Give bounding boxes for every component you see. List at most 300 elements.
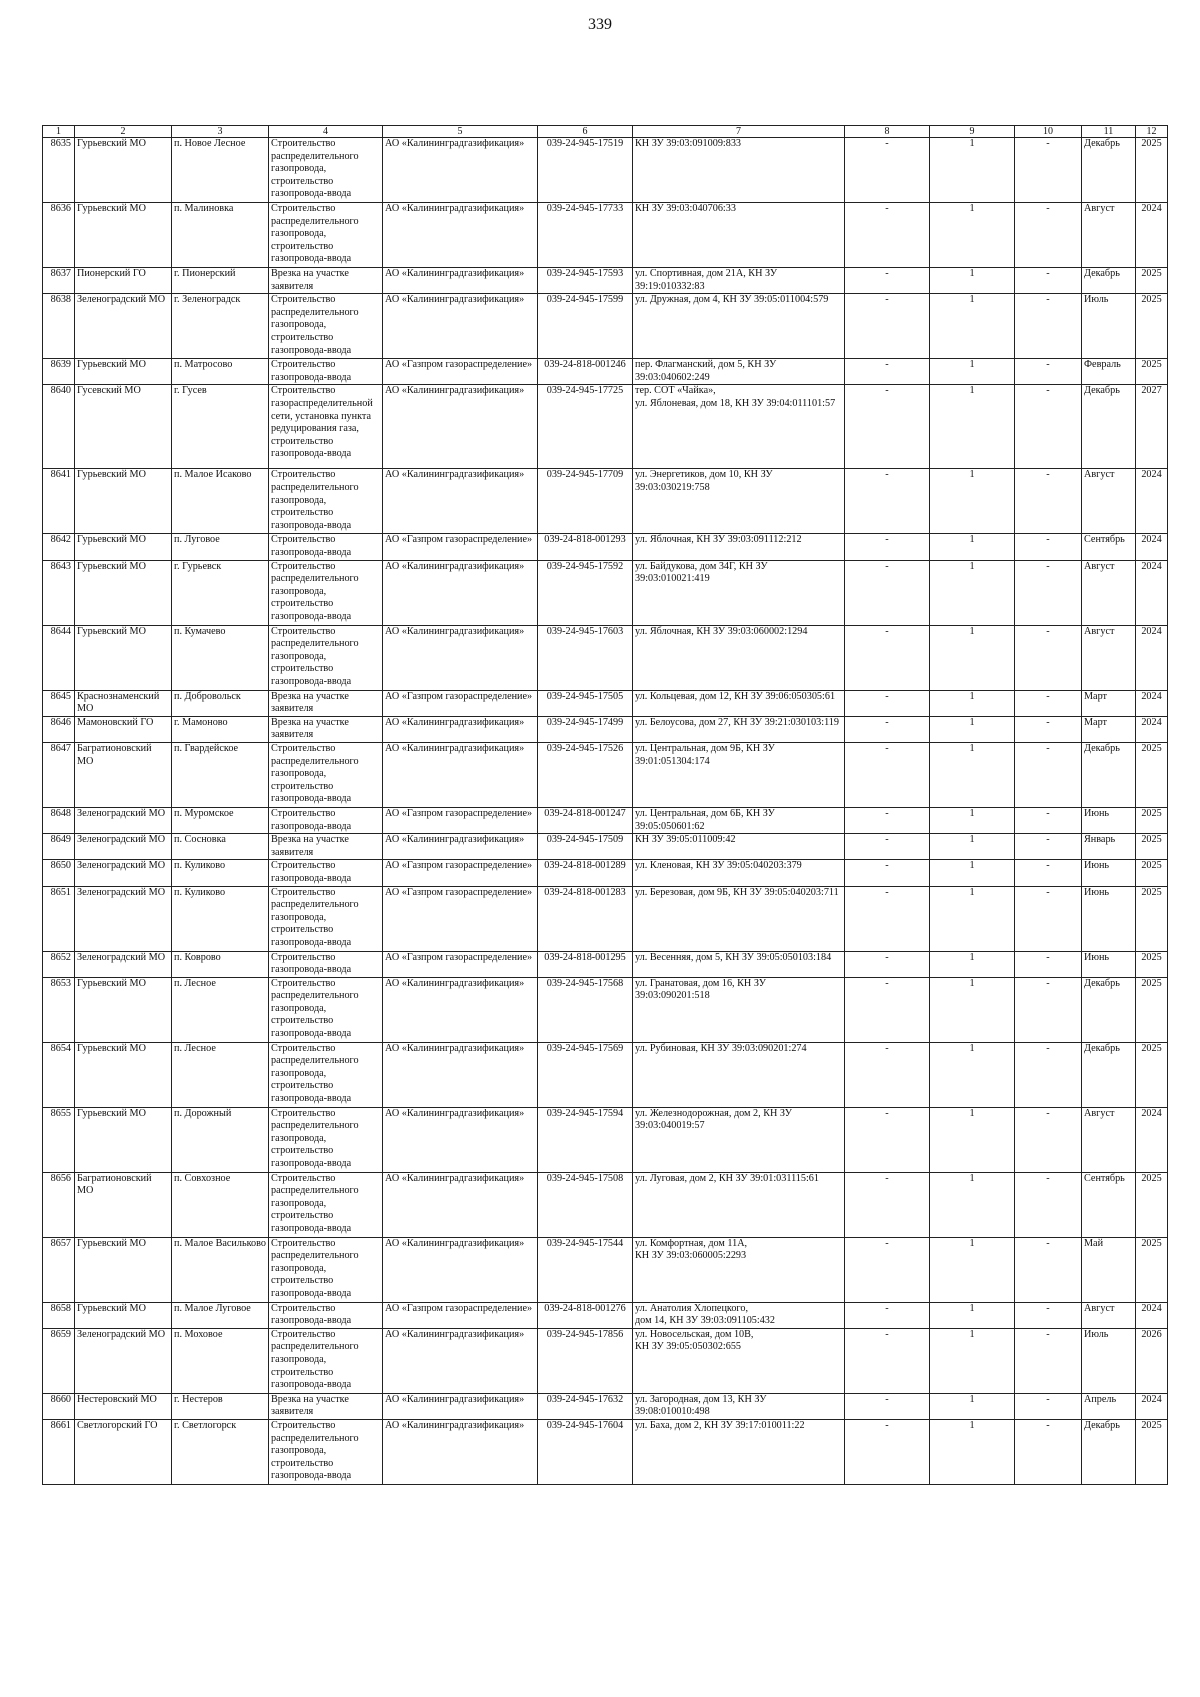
organization: АО «Калининградгазификация» (383, 1420, 538, 1485)
table-row (43, 385, 1168, 469)
settlement: п. Добровольск (172, 690, 269, 716)
row-number: 8648 (43, 807, 75, 833)
column-header: 2 (75, 126, 172, 138)
municipality: Гурьевский МО (75, 1237, 172, 1302)
address: ул. Березовая, дом 9Б, КН ЗУ 39:05:040203:711 (633, 886, 845, 951)
municipality: Гурьевский МО (75, 1042, 172, 1107)
organization: АО «Газпром газораспределение» (383, 690, 538, 716)
address: ул. Весенняя, дом 5, КН ЗУ 39:05:050103:184 (633, 951, 845, 977)
column-8-value: - (845, 294, 930, 359)
column-8-value: - (845, 1107, 930, 1172)
request-number: 039-24-945-17733 (538, 203, 633, 268)
work-type: Врезка на участке заявителя (269, 716, 383, 742)
column-8-value: - (845, 560, 930, 625)
column-9-value: 1 (930, 977, 1015, 1042)
completion-year: 2024 (1136, 1107, 1168, 1172)
completion-month: Август (1082, 1107, 1136, 1172)
work-type: Строительство газопровода-ввода (269, 359, 383, 385)
request-number: 039-24-818-001295 (538, 951, 633, 977)
column-8-value: - (845, 138, 930, 203)
work-type: Строительство распределительного газопровода, строительство газопровода-ввода (269, 138, 383, 203)
work-type: Врезка на участке заявителя (269, 1393, 383, 1419)
request-number: 039-24-945-17508 (538, 1172, 633, 1237)
request-number: 039-24-945-17569 (538, 1042, 633, 1107)
column-8-value: - (845, 690, 930, 716)
municipality: Зеленоградский МО (75, 951, 172, 977)
column-header: 5 (383, 126, 538, 138)
organization: АО «Калининградгазификация» (383, 742, 538, 807)
address: ул. Спортивная, дом 21А, КН ЗУ 39:19:010332:83 (633, 268, 845, 294)
organization: АО «Калининградгазификация» (383, 1328, 538, 1393)
table-row (43, 1237, 1168, 1302)
column-8-value: - (845, 1302, 930, 1328)
work-type: Строительство распределительного газопровода, строительство газопровода-ввода (269, 1420, 383, 1485)
completion-month: Июнь (1082, 860, 1136, 886)
settlement: п. Лесное (172, 1042, 269, 1107)
organization: АО «Калининградгазификация» (383, 138, 538, 203)
completion-month: Август (1082, 203, 1136, 268)
column-10-value: - (1015, 294, 1082, 359)
request-number: 039-24-818-001276 (538, 1302, 633, 1328)
column-header: 9 (930, 126, 1015, 138)
column-8-value: - (845, 716, 930, 742)
request-number: 039-24-945-17725 (538, 385, 633, 469)
table-row (43, 834, 1168, 860)
settlement: п. Новое Лесное (172, 138, 269, 203)
municipality: Гурьевский МО (75, 469, 172, 534)
table-row (43, 138, 1168, 203)
completion-year: 2025 (1136, 834, 1168, 860)
completion-year: 2024 (1136, 1393, 1168, 1419)
completion-month: Декабрь (1082, 1420, 1136, 1485)
column-8-value: - (845, 1393, 930, 1419)
completion-month: Июль (1082, 294, 1136, 359)
column-8-value: - (845, 534, 930, 560)
organization: АО «Калининградгазификация» (383, 834, 538, 860)
column-header: 11 (1082, 126, 1136, 138)
column-9-value: 1 (930, 625, 1015, 690)
column-10-value: - (1015, 690, 1082, 716)
column-8-value: - (845, 742, 930, 807)
address: КН ЗУ 39:03:040706:33 (633, 203, 845, 268)
request-number: 039-24-945-17544 (538, 1237, 633, 1302)
request-number: 039-24-818-001247 (538, 807, 633, 833)
completion-month: Август (1082, 1302, 1136, 1328)
completion-year: 2024 (1136, 560, 1168, 625)
row-number: 8656 (43, 1172, 75, 1237)
settlement: п. Совхозное (172, 1172, 269, 1237)
settlement: п. Коврово (172, 951, 269, 977)
column-10-value: - (1015, 1237, 1082, 1302)
address: ул. Луговая, дом 2, КН ЗУ 39:01:031115:61 (633, 1172, 845, 1237)
municipality: Гусевский МО (75, 385, 172, 469)
table-row (43, 1393, 1168, 1419)
row-number: 8645 (43, 690, 75, 716)
column-header: 10 (1015, 126, 1082, 138)
address: ул. Байдукова, дом 34Г, КН ЗУ 39:03:010021:419 (633, 560, 845, 625)
column-8-value: - (845, 1328, 930, 1393)
column-8-value: - (845, 203, 930, 268)
row-number: 8642 (43, 534, 75, 560)
completion-year: 2025 (1136, 1172, 1168, 1237)
row-number: 8651 (43, 886, 75, 951)
municipality: Нестеровский МО (75, 1393, 172, 1419)
request-number: 039-24-945-17509 (538, 834, 633, 860)
work-type: Строительство распределительного газопровода, строительство газопровода-ввода (269, 469, 383, 534)
column-10-value: - (1015, 1420, 1082, 1485)
settlement: п. Матросово (172, 359, 269, 385)
column-9-value: 1 (930, 1393, 1015, 1419)
row-number: 8653 (43, 977, 75, 1042)
work-type: Строительство распределительного газопровода, строительство газопровода-ввода (269, 560, 383, 625)
column-9-value: 1 (930, 385, 1015, 469)
organization: АО «Калининградгазификация» (383, 1042, 538, 1107)
settlement: г. Гурьевск (172, 560, 269, 625)
settlement: п. Муромское (172, 807, 269, 833)
address: ул. Комфортная, дом 11А, КН ЗУ 39:03:060005:2293 (633, 1237, 845, 1302)
completion-year: 2024 (1136, 534, 1168, 560)
municipality: Пионерский ГО (75, 268, 172, 294)
request-number: 039-24-945-17592 (538, 560, 633, 625)
column-9-value: 1 (930, 716, 1015, 742)
request-number: 039-24-945-17856 (538, 1328, 633, 1393)
work-type: Строительство распределительного газопровода, строительство газопровода-ввода (269, 742, 383, 807)
completion-month: Декабрь (1082, 742, 1136, 807)
organization: АО «Газпром газораспределение» (383, 1302, 538, 1328)
column-10-value: - (1015, 807, 1082, 833)
column-10-value: - (1015, 625, 1082, 690)
table-row (43, 1328, 1168, 1393)
table-row (43, 534, 1168, 560)
row-number: 8654 (43, 1042, 75, 1107)
column-9-value: 1 (930, 834, 1015, 860)
organization: АО «Газпром газораспределение» (383, 951, 538, 977)
register-rows (43, 138, 1168, 1485)
row-number: 8636 (43, 203, 75, 268)
column-9-value: 1 (930, 1302, 1015, 1328)
row-number: 8643 (43, 560, 75, 625)
organization: АО «Калининградгазификация» (383, 203, 538, 268)
column-10-value: - (1015, 534, 1082, 560)
organization: АО «Калининградгазификация» (383, 716, 538, 742)
work-type: Строительство распределительного газопровода, строительство газопровода-ввода (269, 886, 383, 951)
organization: АО «Калининградгазификация» (383, 385, 538, 469)
completion-year: 2025 (1136, 977, 1168, 1042)
table-row (43, 1107, 1168, 1172)
settlement: п. Малое Луговое (172, 1302, 269, 1328)
column-8-value: - (845, 1172, 930, 1237)
organization: АО «Калининградгазификация» (383, 268, 538, 294)
address: ул. Кольцевая, дом 12, КН ЗУ 39:06:050305:61 (633, 690, 845, 716)
settlement: г. Зеленоградск (172, 294, 269, 359)
request-number: 039-24-818-001293 (538, 534, 633, 560)
row-number: 8635 (43, 138, 75, 203)
column-8-value: - (845, 977, 930, 1042)
settlement: п. Кумачево (172, 625, 269, 690)
table-row (43, 469, 1168, 534)
table-row (43, 268, 1168, 294)
municipality: Мамоновский ГО (75, 716, 172, 742)
request-number: 039-24-945-17604 (538, 1420, 633, 1485)
address: ул. Центральная, дом 6Б, КН ЗУ 39:05:050601:62 (633, 807, 845, 833)
table-row (43, 625, 1168, 690)
completion-year: 2025 (1136, 1237, 1168, 1302)
column-8-value: - (845, 807, 930, 833)
column-10-value: - (1015, 1302, 1082, 1328)
address: ул. Кленовая, КН ЗУ 39:05:040203:379 (633, 860, 845, 886)
row-number: 8639 (43, 359, 75, 385)
address: ул. Центральная, дом 9Б, КН ЗУ 39:01:051304:174 (633, 742, 845, 807)
completion-month: Сентябрь (1082, 534, 1136, 560)
address: тер. СОТ «Чайка», ул. Яблоневая, дом 18, КН ЗУ 39:04:011101:57 (633, 385, 845, 469)
completion-year: 2024 (1136, 469, 1168, 534)
column-9-value: 1 (930, 203, 1015, 268)
settlement: п. Сосновка (172, 834, 269, 860)
work-type: Строительство газораспределительной сети, установка пункта редуцирования газа, строительство газопровода-ввода (269, 385, 383, 469)
settlement: г. Гусев (172, 385, 269, 469)
completion-month: Март (1082, 716, 1136, 742)
municipality: Краснознаменский МО (75, 690, 172, 716)
settlement: п. Лесное (172, 977, 269, 1042)
column-header: 3 (172, 126, 269, 138)
column-8-value: - (845, 385, 930, 469)
column-10-value: - (1015, 359, 1082, 385)
completion-month: Сентябрь (1082, 1172, 1136, 1237)
municipality: Гурьевский МО (75, 138, 172, 203)
column-9-value: 1 (930, 268, 1015, 294)
completion-month: Декабрь (1082, 977, 1136, 1042)
address: ул. Новосельская, дом 10В, КН ЗУ 39:05:050302:655 (633, 1328, 845, 1393)
organization: АО «Газпром газораспределение» (383, 807, 538, 833)
column-8-value: - (845, 268, 930, 294)
column-10-value: - (1015, 385, 1082, 469)
row-number: 8646 (43, 716, 75, 742)
work-type: Врезка на участке заявителя (269, 268, 383, 294)
municipality: Зеленоградский МО (75, 886, 172, 951)
column-9-value: 1 (930, 294, 1015, 359)
completion-month: Декабрь (1082, 138, 1136, 203)
column-header: 6 (538, 126, 633, 138)
column-8-value: - (845, 1042, 930, 1107)
work-type: Строительство распределительного газопровода, строительство газопровода-ввода (269, 625, 383, 690)
request-number: 039-24-945-17499 (538, 716, 633, 742)
table-row (43, 977, 1168, 1042)
completion-year: 2024 (1136, 716, 1168, 742)
address: КН ЗУ 39:05:011009:42 (633, 834, 845, 860)
table-row (43, 1042, 1168, 1107)
completion-year: 2025 (1136, 951, 1168, 977)
row-number: 8644 (43, 625, 75, 690)
settlement: г. Нестеров (172, 1393, 269, 1419)
completion-year: 2026 (1136, 1328, 1168, 1393)
address: ул. Загородная, дом 13, КН ЗУ 39:08:010010:498 (633, 1393, 845, 1419)
organization: АО «Калининградгазификация» (383, 977, 538, 1042)
completion-month: Июнь (1082, 951, 1136, 977)
completion-year: 2025 (1136, 742, 1168, 807)
column-9-value: 1 (930, 560, 1015, 625)
work-type: Строительство распределительного газопровода, строительство газопровода-ввода (269, 294, 383, 359)
request-number: 039-24-945-17632 (538, 1393, 633, 1419)
column-10-value: - (1015, 860, 1082, 886)
column-9-value: 1 (930, 138, 1015, 203)
municipality: Багратионовский МО (75, 742, 172, 807)
address: ул. Энергетиков, дом 10, КН ЗУ 39:03:030219:758 (633, 469, 845, 534)
completion-year: 2025 (1136, 807, 1168, 833)
row-number: 8649 (43, 834, 75, 860)
settlement: п. Гвардейское (172, 742, 269, 807)
municipality: Гурьевский МО (75, 560, 172, 625)
table-row (43, 294, 1168, 359)
completion-year: 2024 (1136, 203, 1168, 268)
request-number: 039-24-945-17603 (538, 625, 633, 690)
row-number: 8647 (43, 742, 75, 807)
column-8-value: - (845, 860, 930, 886)
organization: АО «Калининградгазификация» (383, 469, 538, 534)
completion-month: Март (1082, 690, 1136, 716)
row-number: 8660 (43, 1393, 75, 1419)
completion-year: 2024 (1136, 690, 1168, 716)
column-number-row (43, 126, 1168, 138)
column-9-value: 1 (930, 1172, 1015, 1237)
organization: АО «Калининградгазификация» (383, 625, 538, 690)
column-9-value: 1 (930, 1107, 1015, 1172)
column-8-value: - (845, 625, 930, 690)
municipality: Гурьевский МО (75, 203, 172, 268)
request-number: 039-24-945-17526 (538, 742, 633, 807)
completion-year: 2025 (1136, 886, 1168, 951)
settlement: г. Светлогорск (172, 1420, 269, 1485)
request-number: 039-24-818-001283 (538, 886, 633, 951)
request-number: 039-24-945-17505 (538, 690, 633, 716)
request-number: 039-24-945-17519 (538, 138, 633, 203)
settlement: п. Куликово (172, 886, 269, 951)
column-9-value: 1 (930, 1237, 1015, 1302)
table-row (43, 807, 1168, 833)
work-type: Строительство распределительного газопровода, строительство газопровода-ввода (269, 1042, 383, 1107)
column-9-value: 1 (930, 1042, 1015, 1107)
column-9-value: 1 (930, 951, 1015, 977)
column-10-value: - (1015, 138, 1082, 203)
row-number: 8655 (43, 1107, 75, 1172)
completion-month: Август (1082, 625, 1136, 690)
column-9-value: 1 (930, 807, 1015, 833)
completion-month: Декабрь (1082, 268, 1136, 294)
completion-year: 2024 (1136, 625, 1168, 690)
organization: АО «Газпром газораспределение» (383, 359, 538, 385)
table-row (43, 560, 1168, 625)
work-type: Строительство распределительного газопровода, строительство газопровода-ввода (269, 1107, 383, 1172)
column-10-value: - (1015, 742, 1082, 807)
organization: АО «Калининградгазификация» (383, 1237, 538, 1302)
address: ул. Рубиновая, КН ЗУ 39:03:090201:274 (633, 1042, 845, 1107)
organization: АО «Газпром газораспределение» (383, 860, 538, 886)
completion-year: 2025 (1136, 1420, 1168, 1485)
completion-month: Февраль (1082, 359, 1136, 385)
column-header: 1 (43, 126, 75, 138)
completion-month: Декабрь (1082, 1042, 1136, 1107)
row-number: 8658 (43, 1302, 75, 1328)
work-type: Строительство газопровода-ввода (269, 860, 383, 886)
address: ул. Яблочная, КН ЗУ 39:03:060002:1294 (633, 625, 845, 690)
completion-year: 2027 (1136, 385, 1168, 469)
settlement: п. Луговое (172, 534, 269, 560)
column-8-value: - (845, 834, 930, 860)
row-number: 8657 (43, 1237, 75, 1302)
row-number: 8641 (43, 469, 75, 534)
completion-year: 2025 (1136, 294, 1168, 359)
municipality: Гурьевский МО (75, 1302, 172, 1328)
column-10-value: - (1015, 469, 1082, 534)
settlement: г. Мамоново (172, 716, 269, 742)
work-type: Строительство распределительного газопровода, строительство газопровода-ввода (269, 977, 383, 1042)
completion-year: 2025 (1136, 860, 1168, 886)
settlement: п. Малое Исаково (172, 469, 269, 534)
address: ул. Яблочная, КН ЗУ 39:03:091112:212 (633, 534, 845, 560)
column-header: 8 (845, 126, 930, 138)
column-10-value: - (1015, 977, 1082, 1042)
table-row (43, 860, 1168, 886)
request-number: 039-24-945-17593 (538, 268, 633, 294)
completion-month: Декабрь (1082, 385, 1136, 469)
column-8-value: - (845, 951, 930, 977)
municipality: Зеленоградский МО (75, 807, 172, 833)
column-8-value: - (845, 359, 930, 385)
column-10-value: - (1015, 834, 1082, 860)
work-type: Строительство газопровода-ввода (269, 1302, 383, 1328)
address: ул. Гранатовая, дом 16, КН ЗУ 39:03:090201:518 (633, 977, 845, 1042)
table-row (43, 359, 1168, 385)
table-row (43, 1302, 1168, 1328)
column-10-value: - (1015, 268, 1082, 294)
column-10-value: - (1015, 203, 1082, 268)
work-type: Врезка на участке заявителя (269, 834, 383, 860)
column-9-value: 1 (930, 886, 1015, 951)
column-9-value: 1 (930, 469, 1015, 534)
row-number: 8650 (43, 860, 75, 886)
request-number: 039-24-818-001246 (538, 359, 633, 385)
completion-month: Июнь (1082, 886, 1136, 951)
address: ул. Железнодорожная, дом 2, КН ЗУ 39:03:040019:57 (633, 1107, 845, 1172)
work-type: Строительство газопровода-ввода (269, 807, 383, 833)
completion-year: 2025 (1136, 138, 1168, 203)
organization: АО «Калининградгазификация» (383, 1393, 538, 1419)
municipality: Зеленоградский МО (75, 860, 172, 886)
completion-month: Январь (1082, 834, 1136, 860)
column-9-value: 1 (930, 742, 1015, 807)
organization: АО «Калининградгазификация» (383, 294, 538, 359)
request-number: 039-24-945-17709 (538, 469, 633, 534)
municipality: Гурьевский МО (75, 534, 172, 560)
row-number: 8638 (43, 294, 75, 359)
settlement: п. Куликово (172, 860, 269, 886)
completion-year: 2025 (1136, 1042, 1168, 1107)
work-type: Строительство распределительного газопровода, строительство газопровода-ввода (269, 203, 383, 268)
table-row (43, 1420, 1168, 1485)
column-9-value: 1 (930, 1328, 1015, 1393)
municipality: Гурьевский МО (75, 359, 172, 385)
address: ул. Баха, дом 2, КН ЗУ 39:17:010011:22 (633, 1420, 845, 1485)
completion-month: Июнь (1082, 807, 1136, 833)
column-8-value: - (845, 1420, 930, 1485)
request-number: 039-24-945-17568 (538, 977, 633, 1042)
column-8-value: - (845, 1237, 930, 1302)
address: пер. Флагманский, дом 5, КН ЗУ 39:03:040602:249 (633, 359, 845, 385)
row-number: 8661 (43, 1420, 75, 1485)
completion-year: 2025 (1136, 268, 1168, 294)
municipality: Гурьевский МО (75, 1107, 172, 1172)
table-row (43, 951, 1168, 977)
settlement: г. Пионерский (172, 268, 269, 294)
